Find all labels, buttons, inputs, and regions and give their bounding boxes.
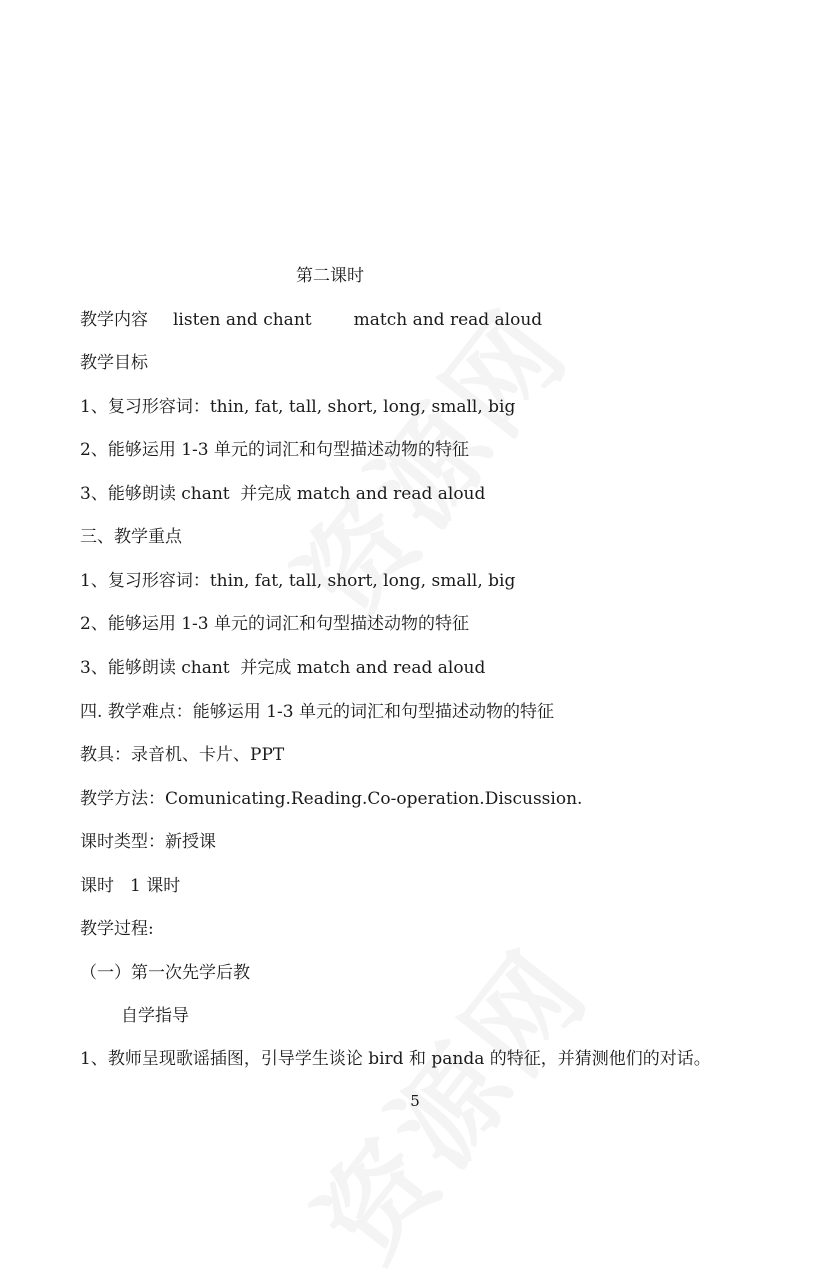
teaching-content-label: 教学内容 [80, 310, 148, 330]
objective-item: 1、复习形容词：thin, fat, tall, short, long, small, big [80, 397, 516, 417]
objectives-heading: 教学目标 [80, 353, 148, 373]
teaching-methods-line: 教学方法：Comunicating.Reading.Co-operation.Discussion. [80, 789, 583, 809]
section-heading: （一）第一次先学后教 [80, 963, 250, 983]
key-point-item: 3、能够朗读 chant 并完成 match and read aloud [80, 658, 486, 678]
process-heading: 教学过程: [80, 919, 154, 939]
teaching-aids-line: 教具：录音机、卡片、PPT [80, 745, 285, 765]
lesson-title: 第二课时 [296, 266, 364, 286]
key-point-item: 1、复习形容词：thin, fat, tall, short, long, small, big [80, 571, 516, 591]
teaching-content-line [80, 309, 542, 331]
page-number: 5 [410, 1092, 420, 1110]
key-point-item: 2、能够运用 1-3 单元的词汇和句型描述动物的特征 [80, 614, 469, 634]
difficulty-line: 四. 教学难点：能够运用 1-3 单元的词汇和句型描述动物的特征 [80, 702, 554, 722]
step-item: 1、教师呈现歌谣插图，引导学生谈论 bird 和 panda 的特征，并猜测他们的对话。 [80, 1049, 711, 1069]
periods-line [80, 875, 180, 897]
teaching-content-item: match and read aloud [353, 310, 543, 330]
periods-label: 课时 [80, 876, 114, 896]
objective-item: 2、能够运用 1-3 单元的词汇和句型描述动物的特征 [80, 440, 469, 460]
self-study-heading: 自学指导 [121, 1006, 189, 1026]
periods-value: 1 课时 [130, 876, 181, 896]
teaching-content-item: listen and chant [173, 310, 312, 330]
key-points-heading: 三、教学重点 [80, 527, 182, 547]
objective-item: 3、能够朗读 chant 并完成 match and read aloud [80, 484, 486, 504]
lesson-type-line: 课时类型：新授课 [80, 832, 216, 852]
